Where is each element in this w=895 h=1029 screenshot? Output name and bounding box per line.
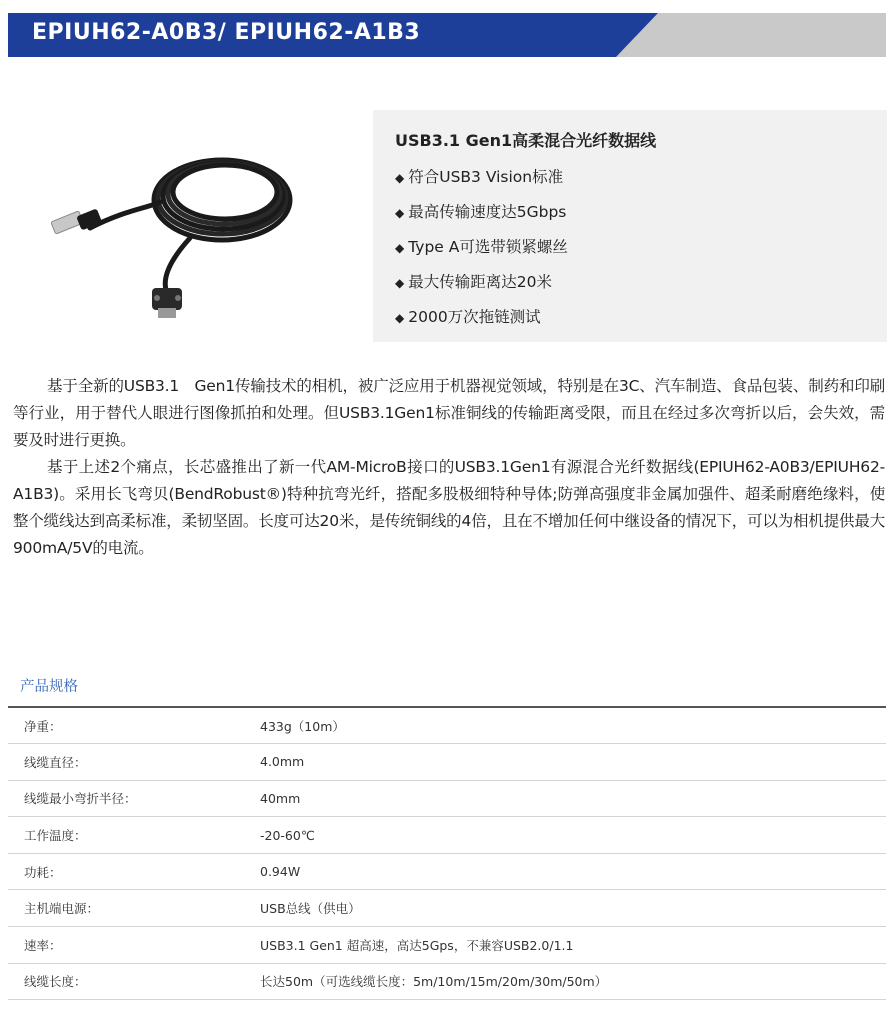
feature-panel	[373, 110, 887, 342]
diamond-bullet-icon: ◆	[395, 241, 405, 255]
description-paragraph: 基于上述2个痛点，长芯盛推出了新一代AM-MicroB接口的USB3.1Gen1有源混合光纤数据线(EPIUH62-A0B3/EPIUH62-A1B3)。采用长飞弯贝(BendRobust®)特种抗弯光纤，搭配多股极细特种导体;防弹高强度非金属加强件、超柔耐磨绝缘料，使整个缆线达到高柔标准，柔韧坚固。长度可达20米，是传统铜线的4倍，且在不增加任何中继设备的情况下，可以为相机提供最大900mA/5V的电流。	[13, 458, 885, 557]
feature-text: Type A可选带锁紧螺丝	[408, 238, 568, 256]
spec-label: 净重：	[24, 718, 62, 734]
description-paragraph: 基于全新的USB3.1 Gen1传输技术的相机，被广泛应用于机器视觉领域，特别是在3C、汽车制造、食品包装、制药和印刷等行业，用于替代人眼进行图像抓拍和处理。但USB3.1Gen1标准铜线的传输距离受限，而且在经过多次弯折以后，会失效，需要及时进行更换。	[13, 377, 885, 449]
spec-value: USB总线（供电）	[260, 901, 361, 917]
feature-text: 2000万次拖链测试	[408, 308, 541, 326]
spec-label: 功耗：	[24, 864, 62, 880]
table-row	[8, 817, 886, 854]
table-row	[8, 853, 886, 890]
diamond-bullet-icon: ◆	[395, 206, 405, 220]
table-row	[8, 963, 886, 1000]
spec-value: 433g（10m）	[260, 718, 345, 734]
diamond-bullet-icon: ◆	[395, 276, 405, 290]
table-row	[8, 927, 886, 964]
table-row	[8, 707, 886, 744]
feature-item	[395, 270, 568, 305]
feature-text: 符合USB3 Vision标准	[408, 168, 564, 186]
feature-text: 最高传输速度达5Gbps	[408, 203, 567, 221]
spec-label: 工作温度：	[24, 828, 87, 844]
spec-value: USB3.1 Gen1 超高速，高达5Gps，不兼容USB2.0/1.1	[260, 937, 574, 953]
feature-item	[395, 165, 568, 200]
spec-label: 速率：	[24, 937, 62, 953]
spec-label: 线缆长度：	[24, 974, 87, 990]
spec-value: 长达50m（可选线缆长度：5m/10m/15m/20m/30m/50m）	[260, 974, 608, 990]
description-text	[13, 373, 885, 562]
spec-label: 线缆直径：	[24, 754, 87, 770]
feature-item	[395, 235, 568, 270]
diamond-bullet-icon: ◆	[395, 311, 405, 325]
feature-text: 最大传输距离达20米	[408, 273, 552, 291]
feature-item	[395, 305, 568, 340]
spec-label: 主机端电源：	[24, 901, 100, 917]
spec-label: 线缆最小弯折半径：	[24, 791, 137, 807]
diamond-bullet-icon: ◆	[395, 171, 405, 185]
table-row	[8, 890, 886, 927]
spec-table	[8, 706, 886, 1000]
feature-title: USB3.1 Gen1高柔混合光纤数据线	[395, 131, 657, 150]
spec-value: 0.94W	[260, 864, 301, 880]
table-row	[8, 744, 886, 781]
feature-item	[395, 200, 568, 235]
spec-value: 40mm	[260, 790, 301, 806]
table-row	[8, 780, 886, 817]
cable-product-image	[30, 120, 360, 335]
feature-list	[395, 165, 568, 340]
title-banner	[8, 13, 886, 57]
page-title: EPIUH62-A0B3/ EPIUH62-A1B3	[32, 20, 421, 45]
spec-value: 4.0mm	[260, 754, 305, 770]
spec-value: -20-60℃	[260, 827, 315, 843]
spec-heading: 产品规格	[20, 679, 78, 695]
